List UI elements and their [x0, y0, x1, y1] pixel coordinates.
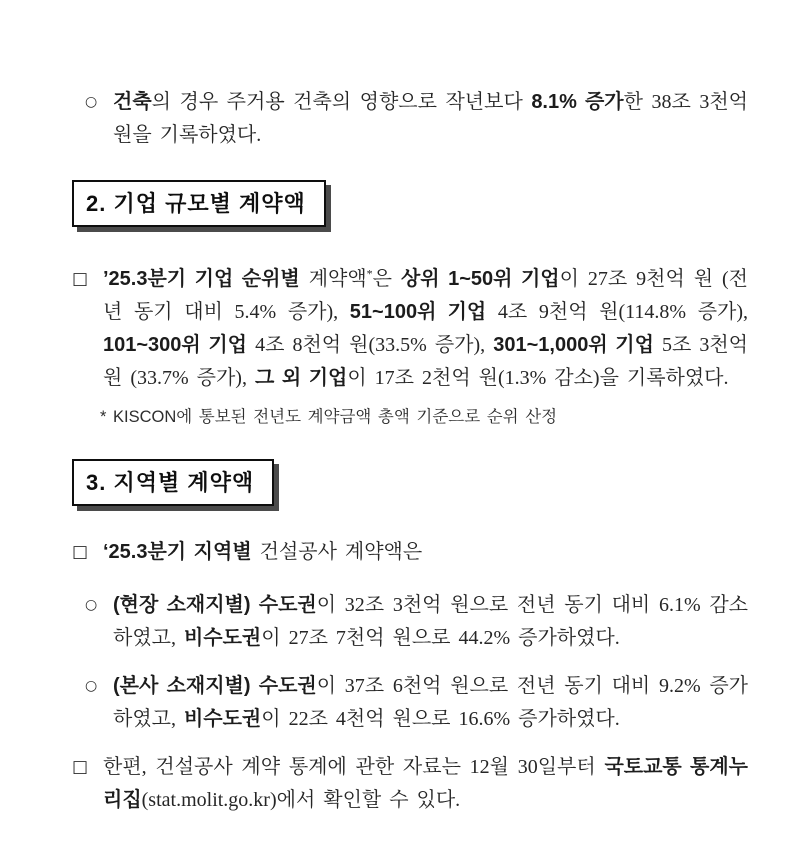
body-text: 이 27조 7천억 원으로 44.2% 증가하였다. [261, 627, 620, 649]
footnote-marker: * [366, 266, 373, 281]
emphasis-text: ‘25.3분기 지역별 [103, 541, 252, 563]
section-heading-company-size: 2. 기업 규모별 계약액 [72, 180, 326, 227]
paragraph-hq-location [72, 670, 748, 736]
paragraph-site-location [72, 589, 748, 655]
circle-bullet-icon: ○ [85, 678, 98, 694]
body-text: 의 경우 주거용 건축의 영향으로 작년보다 [151, 91, 532, 113]
emphasis-text: 국토교통 통계누리집 [103, 756, 749, 811]
body-text: 이 22조 4천억 원으로 16.6% 증가하였다. [261, 708, 620, 730]
section-heading-3-wrap [72, 459, 748, 506]
paragraph-text [103, 263, 748, 395]
body-text: 한편, 건설공사 계약 통계에 관한 자료는 12월 30일부터 [103, 756, 605, 778]
emphasis-text: 상위 1~50위 기업 [400, 268, 560, 290]
body-text: 이 27조 9천억 원 (전년 동기 대비 5.4% 증가), [103, 268, 749, 323]
paragraph-data-availability [72, 751, 748, 817]
emphasis-text: 건축 [113, 91, 152, 113]
paragraph-text [103, 536, 748, 569]
body-text: 은 [372, 268, 401, 290]
square-bullet-icon: □ [72, 757, 89, 777]
paragraph-text [113, 86, 748, 152]
body-text: 4조 9천억 원(114.8% 증가), [486, 301, 749, 323]
circle-bullet-icon: ○ [85, 94, 98, 110]
emphasis-text: (본사 소재지별) 수도권 [113, 675, 317, 697]
body-text: 4조 8천억 원(33.5% 증가), [247, 334, 494, 356]
circle-bullet-icon: ○ [85, 597, 98, 613]
paragraph-building-growth [72, 86, 748, 152]
body-text: 이 37조 6천억 원으로 전년 동기 대비 9.2% 증가하였고, [113, 675, 748, 730]
section-heading-2-wrap [72, 180, 748, 227]
emphasis-text: 비수도권 [183, 708, 262, 730]
body-text: 이 32조 3천억 원으로 전년 동기 대비 6.1% 감소하였고, [113, 594, 748, 649]
kiscon-footnote: * KISCON에 통보된 전년도 계약금액 총액 기준으로 순위 산정 [100, 408, 558, 426]
emphasis-text: (현장 소재지별) 수도권 [113, 594, 317, 616]
paragraph-text [103, 751, 748, 817]
body-text: 이 17조 2천억 원(1.3% 감소)을 기록하였다. [347, 367, 729, 389]
paragraph-company-rank [72, 263, 748, 395]
body-text: (stat.molit.go.kr)에서 확인할 수 있다. [141, 789, 461, 811]
body-text: 5조 3천억 원 (33.7% 증가), [103, 334, 748, 389]
emphasis-text: 101~300위 기업 [103, 334, 247, 356]
body-text: 계약액 [299, 268, 367, 290]
square-bullet-icon: □ [72, 269, 89, 289]
paragraph-text [113, 589, 748, 655]
body-text: 한 38조 3천억 원을 기록하였다. [113, 91, 748, 146]
emphasis-text: 8.1% 증가 [531, 91, 624, 113]
paragraph-region-intro [72, 536, 748, 569]
emphasis-text: 301~1,000위 기업 [493, 334, 654, 356]
section-heading-region: 3. 지역별 계약액 [72, 459, 274, 506]
emphasis-text: ’25.3분기 기업 순위별 [103, 268, 300, 290]
emphasis-text: 51~100위 기업 [349, 301, 487, 323]
emphasis-text: 비수도권 [183, 627, 262, 649]
square-bullet-icon: □ [72, 542, 89, 562]
body-text: 건설공사 계약액은 [251, 541, 423, 563]
paragraph-text [113, 670, 748, 736]
emphasis-text: 그 외 기업 [254, 367, 348, 389]
